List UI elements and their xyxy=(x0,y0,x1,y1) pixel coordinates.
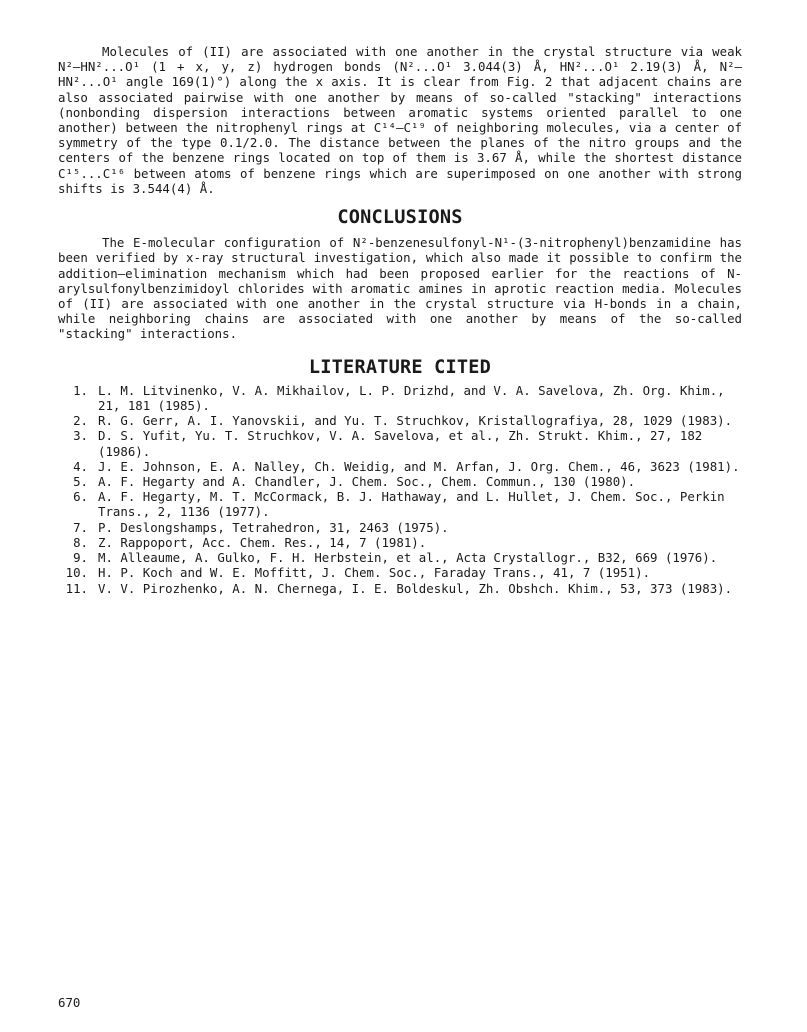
reference-text: J. E. Johnson, E. A. Nalley, Ch. Weidig, and M. Arfan, J. Org. Chem., 46, 3623 (1981). xyxy=(98,458,740,474)
reference-text: Z. Rappoport, Acc. Chem. Res., 14, 7 (1981). xyxy=(98,534,427,550)
reference-item xyxy=(58,520,742,535)
reference-number: 9. xyxy=(73,550,88,566)
reference-text: H. P. Koch and W. E. Moffitt, J. Chem. Soc., Faraday Trans., 41, 7 (1951). xyxy=(98,565,651,581)
body-paragraph: Molecules of (II) are associated with one another in the crystal structure via weak N²–HN²...O¹ (1 + x, y, z) hydrogen bonds (N²...O¹ 3.044(3) Å, HN²...O¹ 2.19(3) Å, N²–HN²...O¹ angle 169(1)°) along the x axis. It is clear from Fig. 2 that adjacent chains are also associated pairwise with one another by means of so-called "stacking" interactions (nonbonding dispersion interactions between aromatic systems oriented parallel to one another) between the nitrophenyl rings at C¹⁴–C¹⁹ of neighboring molecules, via a center of symmetry of the type 0.1/2.0. The distance between the planes of the nitro groups and the centers of the benzene rings located on top of them is 3.67 Å, while the shortest distance C¹⁵...C¹⁶ between atoms of benzene rings which are superimposed on one another with strong shifts is 3.544(4) Å. xyxy=(58,44,742,196)
page-content xyxy=(58,44,742,596)
reference-list xyxy=(58,383,742,596)
reference-item xyxy=(58,383,742,413)
reference-item xyxy=(58,413,742,428)
reference-item xyxy=(58,428,742,458)
reference-number: 5. xyxy=(73,474,88,490)
reference-number: 1. xyxy=(73,382,88,398)
reference-number: 8. xyxy=(73,534,88,550)
reference-item xyxy=(58,550,742,565)
reference-number: 4. xyxy=(73,458,88,474)
reference-text: M. Alleaume, A. Gulko, F. H. Herbstein, et al., Acta Crystallogr., B32, 669 (1976). xyxy=(98,550,718,566)
page-number: 670 xyxy=(58,995,81,1010)
reference-item xyxy=(58,565,742,580)
reference-text: R. G. Gerr, A. I. Yanovskii, and Yu. T. Struchkov, Kristallografiya, 28, 1029 (1983). xyxy=(98,413,733,429)
reference-item xyxy=(58,581,742,596)
conclusions-heading: CONCLUSIONS xyxy=(337,207,463,229)
reference-number: 11. xyxy=(65,580,88,596)
reference-number: 10. xyxy=(65,565,88,581)
conclusions-paragraph: The E-molecular configuration of N²-benzenesulfonyl-N¹-(3-nitrophenyl)benzamidine has been verified by x-ray structural investigation, which also made it possible to confirm the addition–elimination mechanism which had been proposed earlier for the reactions of N-arylsulfonylbenzimidoyl chlorides with aromatic amines in aprotic reaction media. Molecules of (II) are associated with one another in the crystal structure via H-bonds in a chain, while neighboring chains are associated with one another by means of the so-called "stacking" interactions. xyxy=(58,235,742,342)
reference-item xyxy=(58,489,742,519)
reference-item xyxy=(58,474,742,489)
reference-text: P. Deslongshamps, Tetrahedron, 31, 2463 (1975). xyxy=(98,519,449,535)
reference-text: A. F. Hegarty and A. Chandler, J. Chem. Soc., Chem. Commun., 130 (1980). xyxy=(98,474,636,490)
reference-text: L. M. Litvinenko, V. A. Mikhailov, L. P. Drizhd, and V. A. Savelova, Zh. Org. Khim., 21, 181 (1985). xyxy=(98,382,725,414)
reference-item xyxy=(58,459,742,474)
literature-cited-heading: LITERATURE CITED xyxy=(308,356,492,378)
reference-text: A. F. Hegarty, M. T. McCormack, B. J. Hathaway, and L. Hullet, J. Chem. Soc., Perkin Trans., 2, 1136 (1977). xyxy=(98,489,725,520)
reference-text: V. V. Pirozhenko, A. N. Chernega, I. E. Boldeskul, Zh. Obshch. Khim., 53, 373 (1983). xyxy=(98,580,733,596)
reference-number: 7. xyxy=(73,519,88,535)
reference-number: 3. xyxy=(73,428,88,444)
reference-text: D. S. Yufit, Yu. T. Struchkov, V. A. Savelova, et al., Zh. Strukt. Khim., 27, 182 (1986). xyxy=(98,428,703,459)
reference-number: 6. xyxy=(73,489,88,505)
reference-item xyxy=(58,535,742,550)
reference-number: 2. xyxy=(73,413,88,429)
